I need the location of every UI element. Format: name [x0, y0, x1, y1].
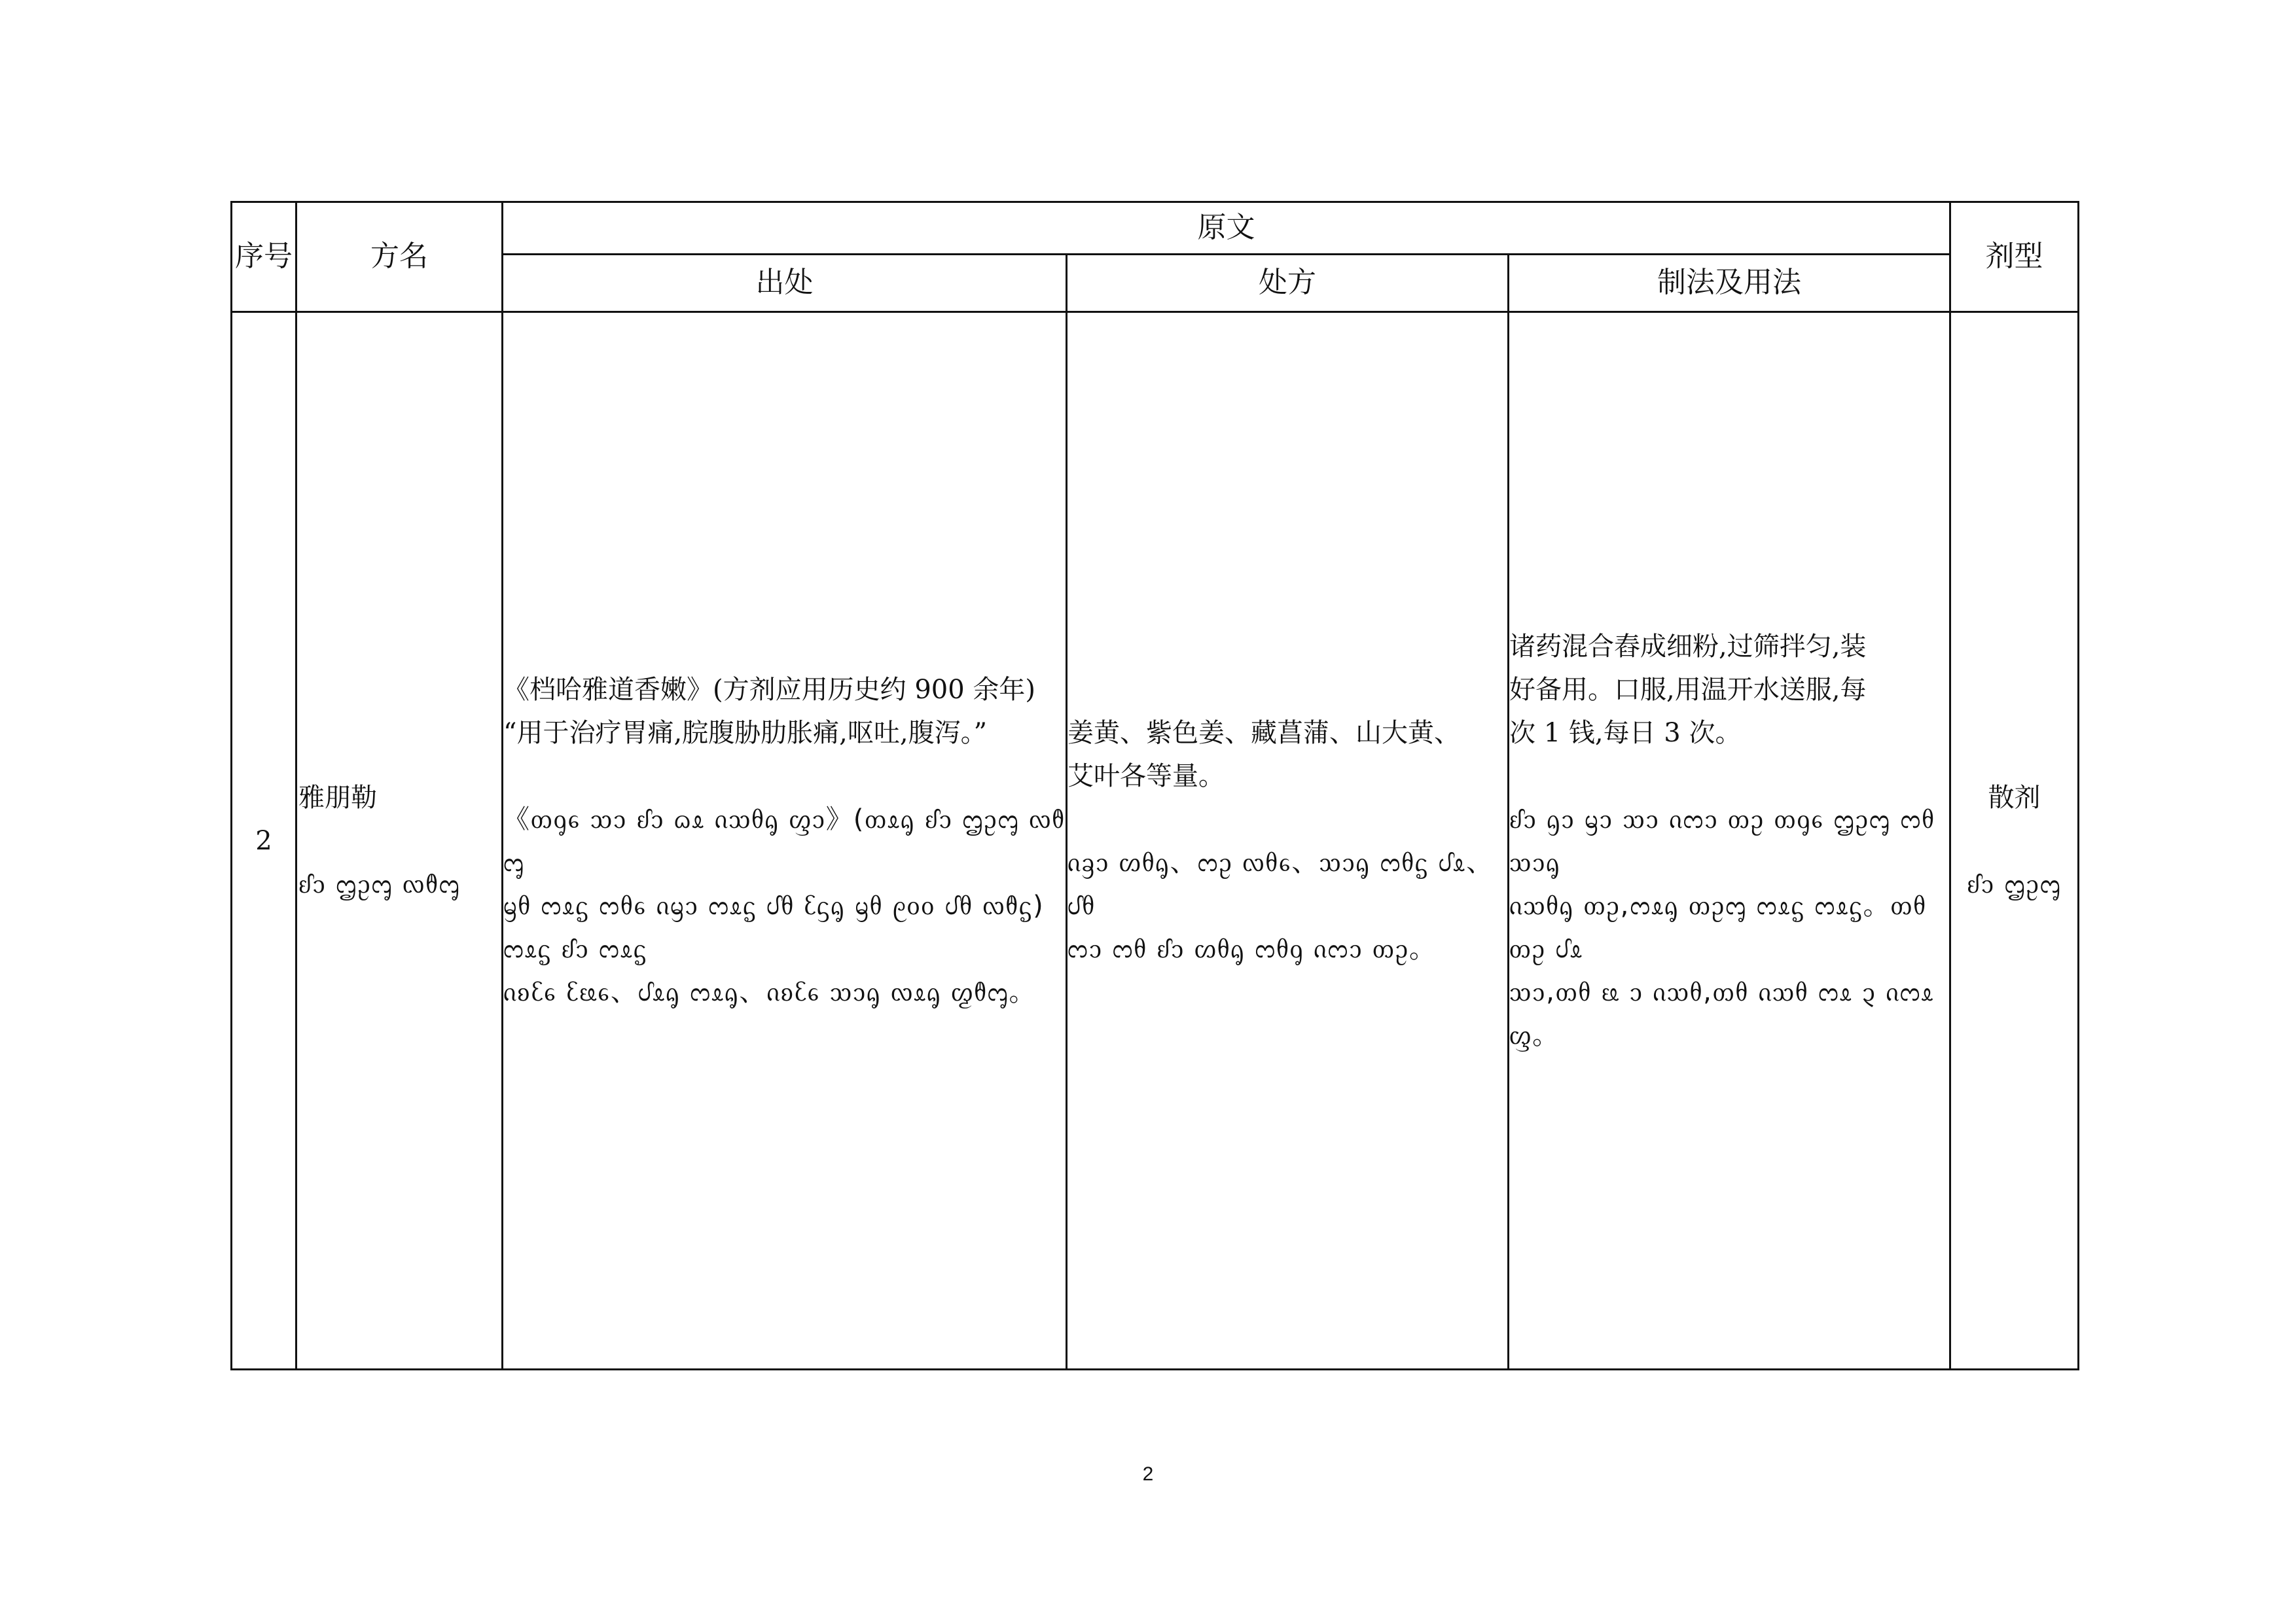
dosage-form-dai: ᦊᦱ ᦗᦳᧅ — [1967, 868, 2062, 899]
row-seq: 2 — [232, 312, 296, 1370]
method-dai-line-4: ᦐ。 — [1509, 1020, 1560, 1050]
method-cn-line-1: 诸药混合舂成细粉,过筛拌匀,装 — [1509, 631, 1867, 662]
dosage-form-cn: 散剂 — [1988, 782, 2041, 813]
source-dai-line-1: 《ᦎᧁᧈ ᦉᦱ ᦊᦱ ᦒᦸ ᦵᦉᦲᧂ ᦐᦱ》(ᦎᦸᧂ ᦊᦱ ᦗᦳᧅ ᦟᦹᧅ — [503, 804, 1066, 878]
row-source — [503, 312, 1067, 1370]
source-dai-line-3: ᦵᦈᦷᧈ ᦷᦕᧈ、ᦔᦸᧂ ᦂᦸᧂ、ᦵᦈᦷᧈ ᦉᦱᧂ ᦟᦸᧂ ᦖᦹᧅ。 — [503, 976, 1037, 1007]
prescription-dai-line-2: ᦂᦱ ᦂᦲ ᦊᦱ ᦠᦲᧂ ᦂᦲᧁ ᦵᦂᦱ ᦎᦳ。 — [1067, 933, 1437, 964]
row-method — [1509, 312, 1950, 1370]
method-cn-line-2: 好备用。口服,用温开水送服,每 — [1509, 674, 1867, 705]
method-dai-line-2: ᦵᦉᦲᧂ ᦎᦳ,ᦂᦸᧂ ᦎᦳᧅ ᦂᦸᧃ ᦂᦸᧃ。ᦎᦲ ᦎᦳ ᦔᦸ — [1509, 890, 1927, 964]
header-original: 原文 — [503, 202, 1950, 255]
row-name — [296, 312, 503, 1370]
header-name: 方名 — [296, 202, 503, 312]
method-dai-line-1: ᦊᦱ ᦇᦱ ᦙᦱ ᦉᦱ ᦵᦂᦱ ᦎᦳ ᦎᧁᧈ ᦗᦳᧅ ᦂᦲ ᦉᦱᧂ — [1509, 804, 1935, 878]
formula-table — [230, 201, 2079, 1370]
source-cn-line-1: 《档哈雅道香嫩》(方剂应用历史约 900 余年) — [503, 674, 1035, 705]
row-prescription — [1067, 312, 1509, 1370]
source-cn-line-2: “用于治疗胃痛,脘腹胁肋胀痛,呕吐,腹泻。” — [503, 717, 988, 748]
header-source: 出处 — [503, 255, 1067, 312]
prescription-cn-line-2: 艾叶各等量。 — [1067, 760, 1225, 791]
header-prescription: 处方 — [1067, 255, 1509, 312]
header-method: 制法及用法 — [1509, 255, 1950, 312]
header-seq: 序号 — [232, 202, 296, 312]
source-dai-line-2: ᦙᦲ ᦂᦸᧃ ᦂᦲᧈ ᦵᦙᦱ ᦂᦸᧃ ᦔᦲ ᦷᦓᧂ ᦙᦲ ᧙᧐᧐ ᦔᦲ ᦟᦹᧃ)ᦂᦸᧃ ᦊᦱ ᦂᦸᧃ — [503, 890, 1045, 964]
table-row — [232, 312, 2079, 1370]
prescription-dai-line-1: ᦵᦃᦱ ᦠᦲᧂ、ᦂᦳ ᦟᦲᧈ、ᦉᦱᧂ ᦂᦲᧃ ᦔᦸ、ᦔᦲ — [1067, 847, 1494, 921]
row-name-dai: ᦊᦱ ᦗᦳᧅ ᦟᦹᧅ — [298, 868, 461, 899]
header-dosage-form: 剂型 — [1950, 202, 2079, 312]
row-name-cn: 雅朋勒 — [298, 782, 377, 813]
method-cn-line-3: 次 1 钱,每日 3 次。 — [1509, 717, 1742, 748]
method-dai-line-3: ᦉᦱ,ᦎᦲ ᦕ ᧑ ᦵᦉᦲ,ᦎᦲ ᦵᦉᦲ ᦂᦸ ᧓ ᦵᦂᦸ — [1509, 976, 1935, 1007]
header-row-sub — [232, 255, 2079, 312]
header-row-top — [232, 202, 2079, 255]
row-dosage-form — [1950, 312, 2079, 1370]
prescription-cn-line-1: 姜黄、紫色姜、藏菖蒲、山大黄、 — [1067, 717, 1460, 748]
page-number: 2 — [1142, 1463, 1154, 1485]
